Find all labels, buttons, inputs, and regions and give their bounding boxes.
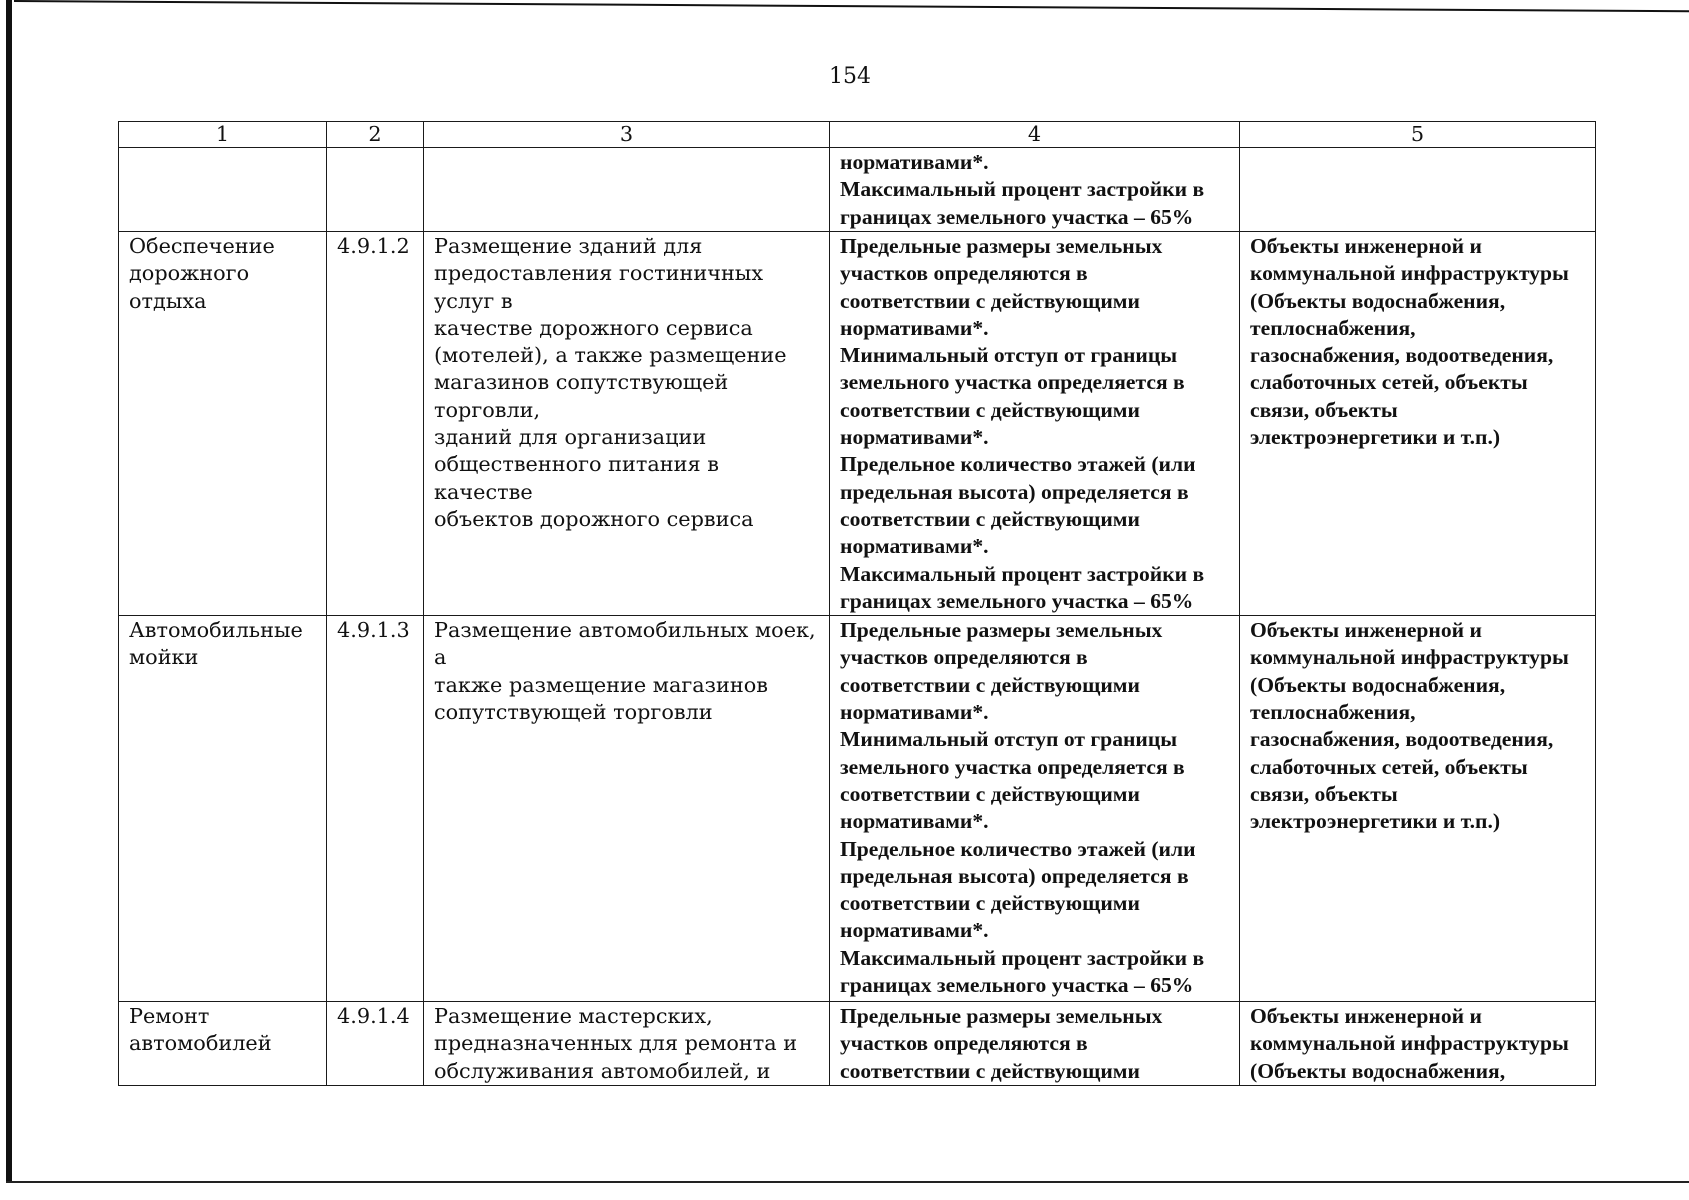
parameters-cell: Предельные размеры земельных участков определяются в соответствии с действующими нормативами*. Минимальный отступ от границы земельного участка определяется в соответствии с действующими нормативами*. Предельное количество этажей (или предельная высота) определяется в соответствии с действующими нормативами*. Максимальный процент застройки в границах земельного участка – 65% xyxy=(830,232,1240,616)
use-code-cell: 4.9.1.3 xyxy=(327,616,424,1002)
table-row xyxy=(119,232,1596,616)
use-code-cell: 4.9.1.4 xyxy=(327,1002,424,1086)
use-code-cell: 4.9.1.2 xyxy=(327,232,424,616)
use-description-cell xyxy=(424,148,830,232)
use-description-cell: Размещение автомобильных моек, а также размещение магазинов сопутствующей торговли xyxy=(424,616,830,1002)
use-name-cell xyxy=(119,148,327,232)
use-description-cell: Размещение зданий для предоставления гостиничных услуг в качестве дорожного сервиса (мотелей), а также размещение магазинов сопутствующей торговли, зданий для организации общественного питания в качестве объектов дорожного сервиса xyxy=(424,232,830,616)
use-description-cell: Размещение мастерских, предназначенных для ремонта и обслуживания автомобилей, и xyxy=(424,1002,830,1086)
land-use-table xyxy=(118,121,1596,1086)
parameters-cell: нормативами*. Максимальный процент застройки в границах земельного участка – 65% xyxy=(830,148,1240,232)
page-number: 154 xyxy=(829,64,871,89)
auxiliary-uses-cell: Объекты инженерной и коммунальной инфраструктуры (Объекты водоснабжения, теплоснабжения, газоснабжения, водоотведения, слаботочных сетей, объекты связи, объекты электроэнергетики и т.п.) xyxy=(1240,616,1596,1002)
scan-edge-left xyxy=(6,0,12,1182)
auxiliary-uses-cell: Объекты инженерной и коммунальной инфраструктуры (Объекты водоснабжения, xyxy=(1240,1002,1596,1086)
table-row xyxy=(119,616,1596,1002)
column-header: 3 xyxy=(424,122,830,148)
table-header-row xyxy=(119,122,1596,148)
use-name-cell: Автомобильные мойки xyxy=(119,616,327,1002)
use-name-cell: Обеспечение дорожного отдыха xyxy=(119,232,327,616)
scan-edge-top xyxy=(14,0,1689,12)
parameters-cell: Предельные размеры земельных участков определяются в соответствии с действующими xyxy=(830,1002,1240,1086)
column-header: 1 xyxy=(119,122,327,148)
column-header: 4 xyxy=(830,122,1240,148)
use-name-cell: Ремонт автомобилей xyxy=(119,1002,327,1086)
auxiliary-uses-cell: Объекты инженерной и коммунальной инфраструктуры (Объекты водоснабжения, теплоснабжения, газоснабжения, водоотведения, слаботочных сетей, объекты связи, объекты электроэнергетики и т.п.) xyxy=(1240,232,1596,616)
parameters-cell: Предельные размеры земельных участков определяются в соответствии с действующими нормативами*. Минимальный отступ от границы земельного участка определяется в соответствии с действующими нормативами*. Предельное количество этажей (или предельная высота) определяется в соответствии с действующими нормативами*. Максимальный процент застройки в границах земельного участка – 65% xyxy=(830,616,1240,1002)
column-header: 5 xyxy=(1240,122,1596,148)
scan-edge-bottom xyxy=(6,1181,1689,1183)
use-code-cell xyxy=(327,148,424,232)
table-row xyxy=(119,1002,1596,1086)
auxiliary-uses-cell xyxy=(1240,148,1596,232)
table-row xyxy=(119,148,1596,232)
column-header: 2 xyxy=(327,122,424,148)
